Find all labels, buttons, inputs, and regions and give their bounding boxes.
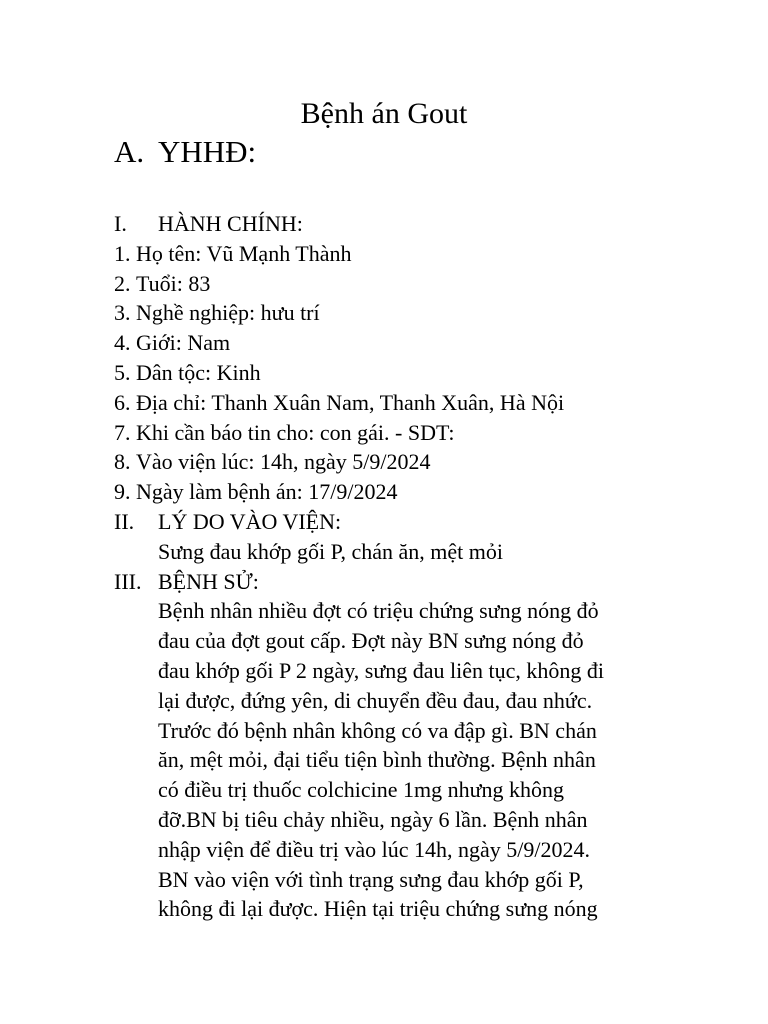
section-ii-label: LÝ DO VÀO VIỆN: [158,508,342,534]
paragraph-line: lại được, đứng yên, di chuyển đều đau, đau nhức. [158,687,593,713]
list-item: 6. Địa chỉ: Thanh Xuân Nam, Thanh Xuân, Hà Nội [114,389,565,415]
section-i-number: I. [114,211,127,236]
list-item: 8. Vào viện lúc: 14h, ngày 5/9/2024 [114,449,431,475]
paragraph-line: đau khớp gối P 2 ngày, sưng đau liên tục, không đi [158,657,604,683]
section-a-number: A. [114,134,145,169]
list-item: 3. Nghề nghiệp: hưu trí [114,300,320,326]
section-a-heading [114,132,256,172]
list-item: 1. Họ tên: Vũ Mạnh Thành [114,240,352,266]
document-body [114,209,674,924]
section-i-label: HÀNH CHÍNH: [158,211,303,236]
document-title: Bệnh án Gout [300,97,468,130]
section-iii-label: BỆNH SỬ: [158,568,259,594]
section-ii-content: Sưng đau khớp gối P, chán ăn, mệt mỏi [158,538,503,564]
paragraph-line: không đi lại được. Hiện tại triệu chứng sưng nóng [158,896,598,922]
section-iii-number: III. [114,568,142,594]
list-item: 2. Tuổi: 83 [114,270,211,296]
section-iii-heading [114,567,674,597]
paragraph-line: Bệnh nhân nhiều đợt có triệu chứng sưng nóng đỏ [158,598,599,624]
paragraph-line: ăn, mệt mỏi, đại tiểu tiện bình thường. Bệnh nhân [158,747,596,773]
section-iii-paragraph [114,596,674,924]
section-ii-heading [114,507,674,537]
paragraph-line: đau của đợt gout cấp. Đợt này BN sưng nóng đỏ [158,628,584,654]
paragraph-line: Trước đó bệnh nhân không có va đập gì. BN chán [158,717,597,743]
list-item: 4. Giới: Nam [114,330,231,356]
list-item: 9. Ngày làm bệnh án: 17/9/2024 [114,479,398,505]
list-item: 7. Khi cần báo tin cho: con gái. - SDT: [114,419,455,445]
list-item: 5. Dân tộc: Kinh [114,359,261,385]
paragraph-line: BN vào viện với tình trạng sưng đau khớp gối P, [158,866,584,892]
paragraph-line: có điều trị thuốc colchicine 1mg nhưng không [158,777,565,803]
paragraph-line: nhập viện để điều trị vào lúc 14h, ngày 5/9/2024. [158,836,590,862]
section-i-heading [114,209,674,239]
paragraph-line: đỡ.BN bị tiêu chảy nhiều, ngày 6 lần. Bệnh nhân [158,806,588,832]
section-ii-number: II. [114,508,135,534]
section-a-label: YHHĐ: [158,134,257,169]
